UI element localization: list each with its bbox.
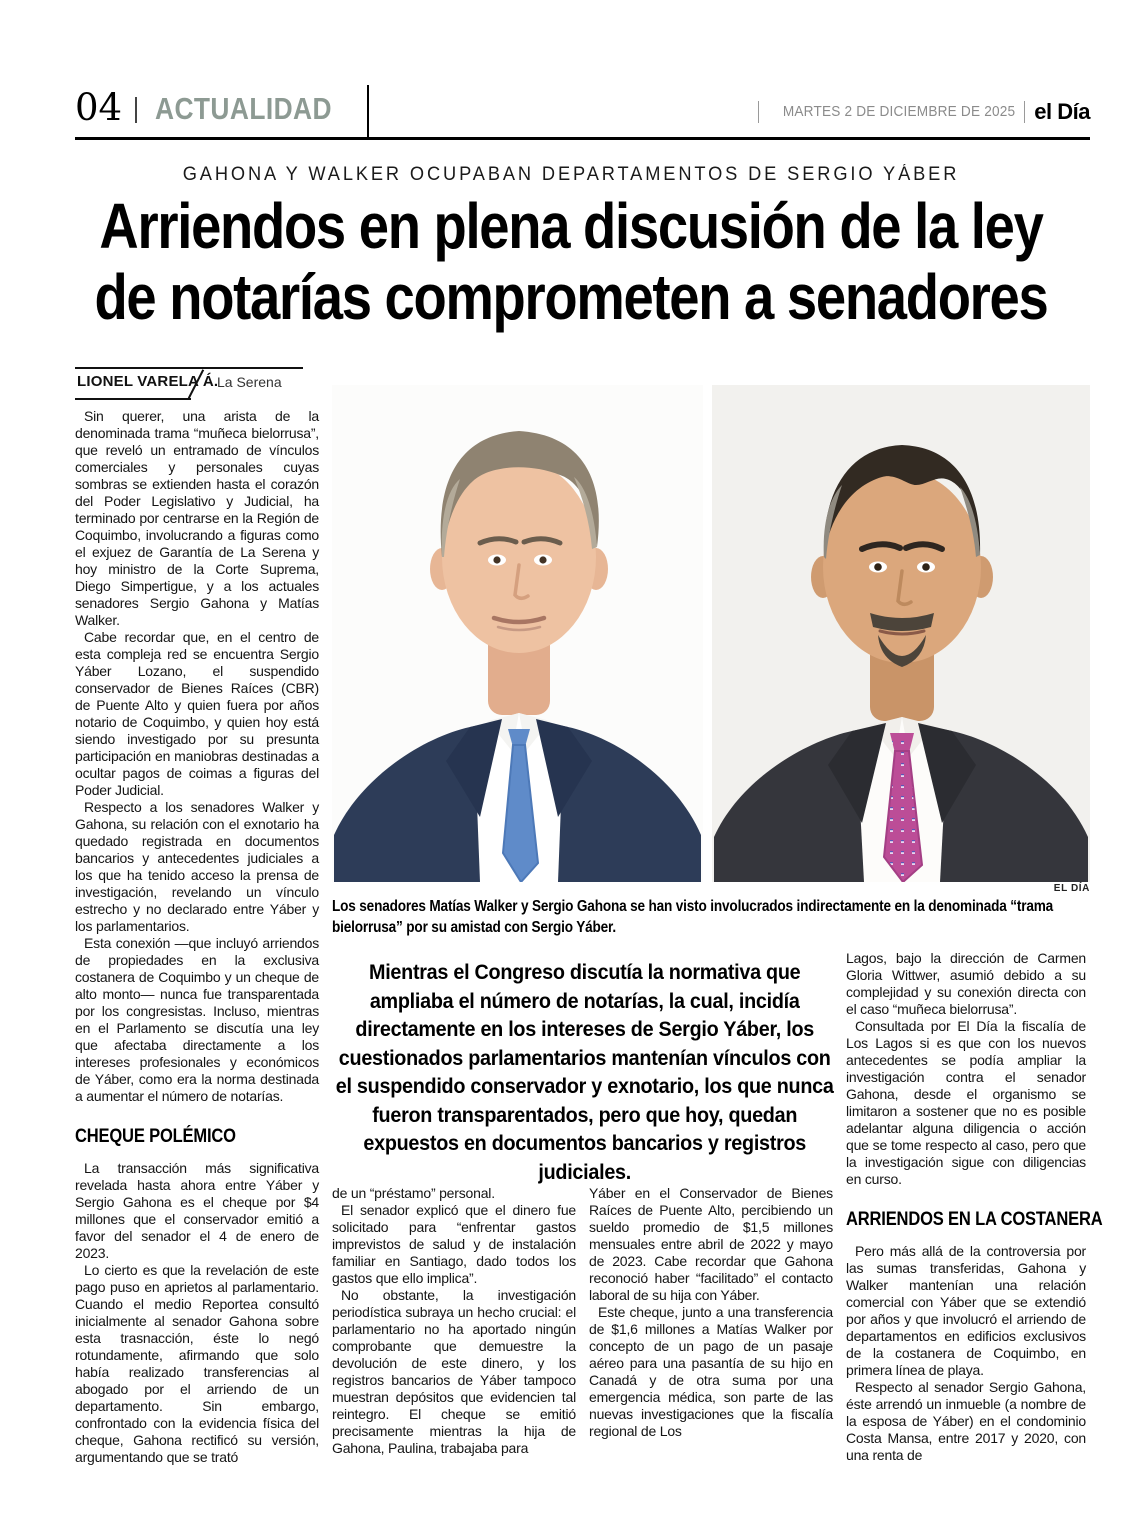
photo-row	[332, 385, 1090, 882]
subhead-arriendos-costanera: ARRIENDOS EN LA COSTANERA	[846, 1209, 1103, 1230]
paragraph: El senador explicó que el dinero fue solicitado para “enfrentar gastos imprevistos de salud y de instalación familiar en Santiago, dado todos los gastos que ello implica”.	[332, 1202, 576, 1286]
header-vertical-rule	[367, 85, 369, 137]
paragraph: de un “préstamo” personal.	[332, 1185, 495, 1201]
body-column-2	[332, 1185, 576, 1457]
section-title: ACTUALIDAD	[155, 91, 332, 126]
author-name: LIONEL VARELA Á.	[77, 373, 219, 390]
date-separator	[758, 101, 759, 123]
photo-caption: Los senadores Matías Walker y Sergio Gahona se han visto involucrados indirectamente en la denominada “trama bielorrusa” por su amistad con Sergio Yáber.	[332, 898, 1054, 936]
paragraph: Lo cierto es que la revelación de este pago puso en aprietos al parlamentario. Cuando el medio Reportea consultó inicialmente al senador Gahona sobre esta trasnacción, éste lo negó rotundamente, afirmando que solo había realizado transferencias al abogado por el arriendo de un departamento. Sin embargo, confrontado con la evidencia física del cheque, Gahona rectificó su versión, argumentando que se trató	[75, 1262, 319, 1465]
paragraph: Respecto al senador Sergio Gahona, éste arrendó un inmueble (a nombre de la esposa de Yáber) en el condominio Costa Mansa, entre 2017 y 2020, con una renta de	[846, 1379, 1086, 1463]
header-right	[758, 99, 1090, 125]
date-separator	[1024, 101, 1025, 123]
byline-top-rule	[75, 367, 303, 369]
photo-sergio-gahona	[712, 385, 1090, 882]
headline-line-1: Arriendos en plena discusión de la ley	[99, 190, 1043, 262]
paragraph: Este cheque, junto a una transferencia de $1,6 millones a Matías Walker por concepto de un pago de un pasaje aéreo para una pasantía de su hijo en Canadá y de otra suma por una emergencia médica, son parte de las nuevas investigaciones que la fiscalía regional de Los	[589, 1304, 833, 1439]
paragraph: Consultada por El Día la fiscalía de Los Lagos si es que con los nuevos antecedentes se podía ampliar la investigación contra el senador Gahona, desde el organismo se limitaron a sostener que no es posible adelantar alguna diligencia o acción que se tome respecto al caso, pero que la investigación sigue con diligencias en curso.	[846, 1018, 1086, 1187]
paragraph: Respecto a los senadores Walker y Gahona, su relación con el exnotario ha quedado registrada en documentos bancarios y antecedentes judiciales a los que ha tenido acceso la prensa de investigación, revelando un vínculo estrecho y no declarado entre Yáber y los parlamentarios.	[75, 799, 319, 934]
walker-portrait-illustration	[332, 385, 703, 882]
byline	[75, 363, 307, 403]
paragraph: No obstante, la investigación periodística subraya un hecho crucial: el parlamentario no ha aportado ningún comprobante que demuestre la devolución de este dinero, y los registros bancarios de Yáber tampoco muestran depósitos que evidencien tal reintegro. El cheque se emitió precisamente mientras la hija de Gahona, Paulina, trabajaba para	[332, 1287, 576, 1456]
photo-matias-walker	[332, 385, 703, 882]
body-column-3	[589, 1185, 833, 1440]
edition-date: MARTES 2 DE DICIEMBRE DE 2025	[782, 104, 1016, 120]
paragraph: Pero más allá de la controversia por las sumas transferidas, Gahona y Walker mantenían una relación comercial con Yáber que se extendió por años y que involucró el arriendo de departamentos en edificios exclusivos de la costanera de Coquimbo, en primera línea de playa.	[846, 1243, 1086, 1378]
photo-credit: EL DÍA	[1053, 883, 1090, 894]
body-column-1	[75, 408, 319, 1466]
paragraph: Cabe recordar que, en el centro de esta compleja red se encuentra Sergio Yáber Lozano, el suspendido conservador de Bienes Raíces (CBR) de Puente Alto y quien fuera por años notario de Coquimbo, y quien hoy está siendo investigado por su presunta participación en maniobras destinadas a ocultar pagos de coimas a figuras del Poder Judicial.	[75, 629, 319, 798]
paragraph: Esta conexión —que incluyó arriendos de propiedades en la exclusiva costanera de Coquimbo y un cheque de alto monto— nunca fue transparentada por los congresistas. Incluso, mientras en el Parlamento se discutía una ley que afectaba directamente a los intereses profesionales y económicos de Yáber, como era la norma destinada a aumentar el número de notarías.	[75, 935, 319, 1104]
headline-line-2: de notarías comprometen a senadores	[94, 261, 1048, 333]
paragraph: Lagos, bajo la dirección de Carmen Gloria Wittwer, asumió debido a su complejidad y su conexión directa con el caso “muñeca bielorrusa”.	[846, 950, 1086, 1017]
header-separator	[135, 97, 137, 123]
body-column-4	[846, 950, 1103, 1464]
page-header	[75, 85, 1090, 140]
paragraph: Sin querer, una arista de la denominada trama “muñeca bielorrusa”, que reveló un entramado de vínculos comerciales y personales cuyas sombras se extienden hasta el corazón del Poder Legislativo y Judicial, ha terminado por centrarse en la Región de Coquimbo, involucrando a figuras como el exjuez de Garantía de La Serena y hoy ministro de la Corte Suprema, Diego Simpertigue, y a los actuales senadores Sergio Gahona y Matías Walker.	[75, 408, 319, 628]
headline	[86, 191, 1057, 333]
kicker: GAHONA Y WALKER OCUPABAN DEPARTAMENTOS DE SERGIO YÁBER	[182, 164, 960, 185]
pull-quote: Mientras el Congreso discutía la normativa que ampliaba el número de notarías, la cual, incidía directamente en los intereses de Sergio Yáber, los cuestionados parlamentarios mantenían vínculos con el suspendido conservador y exnotario, los que nunca fueron transparentados, pero que hoy, quedan expuestos en documentos bancarios y registros judiciales.	[335, 960, 834, 1184]
paragraph: Yáber en el Conservador de Bienes Raíces de Puente Alto, percibiendo un sueldo promedio de $1,5 millones mensuales entre abril de 2022 y mayo de 2023. Cabe recordar que Gahona reconoció haber “facilitado” el contacto laboral de su hija con Yáber.	[589, 1185, 833, 1303]
author-location: La Serena	[217, 374, 282, 390]
gahona-portrait-illustration	[712, 385, 1090, 882]
subhead-cheque-polemico: CHEQUE POLÉMICO	[75, 1126, 236, 1147]
page-number: 04	[75, 86, 123, 129]
byline-bottom-rule	[75, 398, 191, 400]
masthead-logo: el Día	[1034, 99, 1090, 124]
paragraph: La transacción más significativa revelada hasta ahora entre Yáber y Sergio Gahona es el cheque por $4 millones que el conservador emitió a favor del senador el 4 de enero de 2023.	[75, 1160, 319, 1261]
